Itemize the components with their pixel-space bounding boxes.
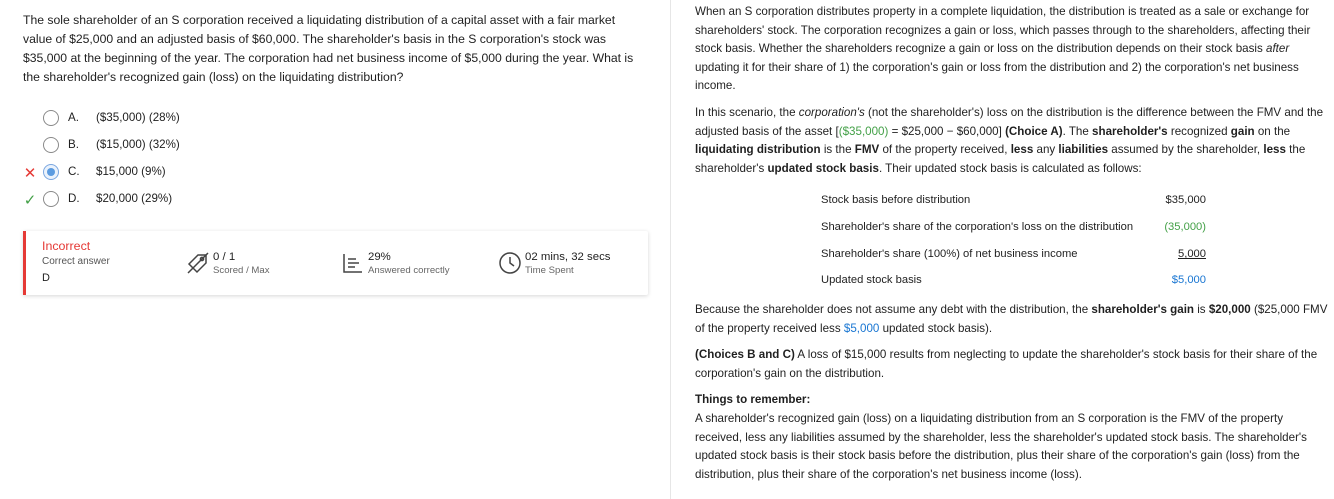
choice-d-letter: D.	[68, 192, 80, 205]
time-label: Time Spent	[525, 265, 574, 276]
result-status-bar	[23, 231, 26, 295]
choice-a-text: ($35,000) (28%)	[96, 111, 180, 124]
panel-divider	[670, 0, 671, 499]
calc-row-value: (35,000)	[1164, 221, 1206, 233]
explanation-scenario: In this scenario, the corporation's (not the shareholder's) loss on the distribution is the difference between the FMV and the adjusted basis of the asset [($35,000) = $25,000 − $60,000] (Choice A). The shareholder's recognized gain on the liquidating distribution is the FMV of the property received, less any liabilities assumed by the shareholder, less the shareholder's updated stock basis. Their updated stock basis is calculated as follows:	[695, 106, 1324, 175]
percent-list-icon	[341, 251, 365, 275]
score-tag-icon	[186, 251, 210, 275]
correct-answer-label: Correct answer	[42, 256, 110, 267]
percent-value: 29%	[368, 251, 391, 263]
choice-d[interactable]	[0, 190, 320, 212]
things-to-remember-title: Things to remember:	[695, 393, 811, 406]
explanation-intro: When an S corporation distributes property in a complete liquidation, the distribution is treated as a sale or exchange for shareholders' stock. The corporation recognizes a gain or loss, which passes through to the shareholders, affecting their stock basis. Whether the shareholders recognize a gain or loss on the distribution depends on their stock basis after updating it for their share of 1) the corporation's gain or loss from the distribution and 2) the corporation's net business income.	[695, 5, 1311, 93]
correct-answer-value: D	[42, 272, 50, 284]
calc-row-value: $5,000	[1171, 274, 1206, 286]
things-to-remember-text: A shareholder's recognized gain (loss) on a liquidating distribution from an S corporation is the FMV of the property received, less any liabilities assumed by the shareholder, less the shareholder's updated stock basis. The shareholder's updated stock basis is their stock basis before the distribution, plus their share of the corporation's gain (loss) from the distribution, plus their share of the corporation's net business income (loss).	[695, 412, 1307, 481]
x-mark-icon: ✕	[23, 165, 37, 182]
calc-row-value: 5,000	[1178, 248, 1206, 260]
time-value: 02 mins, 32 secs	[525, 251, 611, 263]
choice-c-letter: C.	[68, 165, 80, 178]
explanation-panel	[695, 0, 1331, 499]
choice-b-text: ($15,000) (32%)	[96, 138, 180, 151]
choice-b[interactable]	[0, 136, 320, 158]
result-status: Incorrect	[42, 239, 91, 253]
calc-row-label: Shareholder's share (100%) of net business income	[821, 248, 1078, 260]
choice-a-radio[interactable]	[43, 110, 59, 126]
check-mark-icon: ✓	[23, 192, 37, 209]
choice-a-letter: A.	[68, 111, 79, 124]
choice-a[interactable]	[0, 109, 320, 131]
score-label: Scored / Max	[213, 265, 270, 276]
choice-d-text: $20,000 (29%)	[96, 192, 173, 205]
calc-row-label: Stock basis before distribution	[821, 194, 971, 206]
choice-d-radio[interactable]	[43, 191, 59, 207]
choice-c-radio[interactable]	[43, 164, 59, 180]
question-text: The sole shareholder of an S corporation received a liquidating distribution of a capital asset with a fair market value of $25,000 and an adjusted basis of $60,000. The shareholder's basis in the S corporation's stock was $35,000 at the beginning of the year. The corporation had net business income of $5,000 during the year. What is the shareholder's recognized gain (loss) on the liquidating distribution?	[23, 13, 634, 84]
choice-b-radio[interactable]	[43, 137, 59, 153]
percent-label: Answered correctly	[368, 265, 450, 276]
clock-icon	[498, 251, 522, 275]
result-card	[23, 231, 648, 295]
explanation-conclusion: Because the shareholder does not assume any debt with the distribution, the shareholder's gain is $20,000 ($25,000 FMV of the property received less $5,000 updated stock basis).	[695, 303, 1328, 335]
score-value: 0 / 1	[213, 251, 236, 263]
choice-b-letter: B.	[68, 138, 79, 151]
explanation-other-choices: (Choices B and C) A loss of $15,000 results from neglecting to update the shareholder's stock basis for their share of the corporation's gain on the distribution.	[695, 348, 1318, 380]
calc-row-value: $35,000	[1165, 194, 1206, 206]
choice-c[interactable]	[0, 163, 320, 185]
calc-row-label: Shareholder's share of the corporation's loss on the distribution	[821, 221, 1134, 233]
choice-c-text: $15,000 (9%)	[96, 165, 166, 178]
calc-row-label: Updated stock basis	[821, 274, 922, 286]
